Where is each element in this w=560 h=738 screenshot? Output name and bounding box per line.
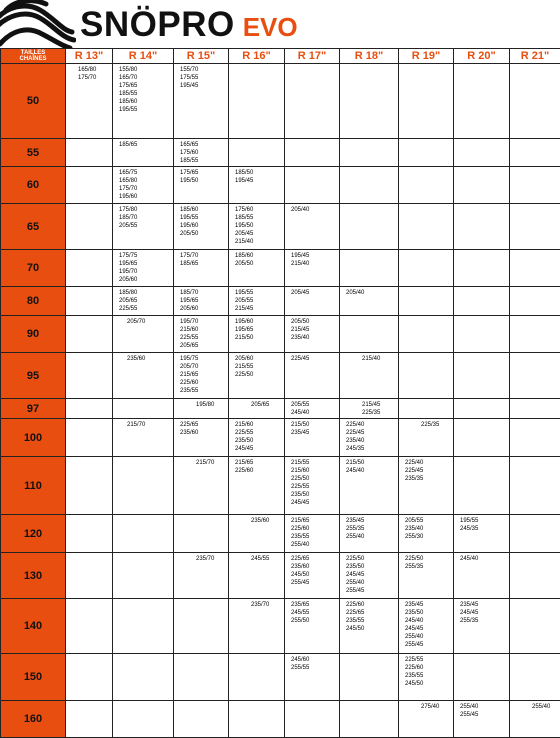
tire-size-cell	[285, 353, 340, 399]
chain-size-cell: 97	[1, 399, 66, 419]
tire-size-cell	[113, 553, 174, 599]
tire-size-cell	[340, 553, 399, 599]
tire-size-list: 215/65 225/60	[231, 459, 282, 475]
tire-size-cell	[66, 553, 113, 599]
tire-size-list: 215/60 225/55 235/50 245/45	[231, 421, 282, 453]
tire-size-cell	[340, 167, 399, 204]
tire-size-cell	[285, 599, 340, 654]
tire-size-cell	[174, 399, 229, 419]
tire-size-cell	[510, 399, 560, 419]
tire-size-list: 195/55 245/35	[456, 517, 507, 533]
tire-size-cell	[229, 250, 285, 287]
tire-size-list: 205/45	[287, 289, 337, 297]
tire-size-cell	[399, 599, 454, 654]
tire-size-cell	[510, 139, 560, 167]
column-header: R 13"	[66, 49, 113, 64]
tire-size-cell	[66, 139, 113, 167]
tire-size-cell	[340, 599, 399, 654]
tire-size-cell	[229, 167, 285, 204]
tire-size-list: 175/65 195/50	[176, 169, 226, 185]
tire-size-list: 205/55 235/40 255/30	[401, 517, 451, 541]
tire-size-cell	[113, 64, 174, 139]
chain-size-cell: 80	[1, 287, 66, 316]
tire-size-cell	[399, 250, 454, 287]
tire-size-cell	[285, 515, 340, 553]
table-row	[1, 316, 560, 353]
tire-size-cell	[285, 654, 340, 701]
table-row	[1, 64, 560, 139]
tire-size-cell	[454, 553, 510, 599]
tire-size-cell	[113, 701, 174, 738]
tire-size-cell	[66, 399, 113, 419]
tire-size-list: 235/60	[115, 355, 171, 363]
tire-size-list: 225/40 225/45 235/35	[401, 459, 451, 483]
tire-size-list: 235/65 245/55 255/50	[287, 601, 337, 625]
tire-size-cell	[174, 701, 229, 738]
tire-size-cell	[399, 419, 454, 457]
tire-size-list: 225/65 235/60 245/50 255/45	[287, 555, 337, 587]
snopro-logo-icon	[0, 0, 76, 48]
tire-size-cell	[113, 204, 174, 250]
tire-size-list: 205/70	[115, 318, 171, 326]
chain-size-cell: 110	[1, 457, 66, 515]
tire-size-list: 225/60 225/65 235/55 245/50	[342, 601, 396, 633]
tire-size-cell	[340, 139, 399, 167]
tire-size-cell	[454, 287, 510, 316]
tire-size-cell	[174, 250, 229, 287]
tire-size-cell	[510, 316, 560, 353]
tire-size-cell	[174, 64, 229, 139]
tire-size-cell	[229, 287, 285, 316]
table-row	[1, 353, 560, 399]
table-row	[1, 654, 560, 701]
tire-size-list: 195/60 195/65 215/50	[231, 318, 282, 342]
tire-size-cell	[510, 167, 560, 204]
tire-size-cell	[229, 553, 285, 599]
tire-size-cell	[454, 457, 510, 515]
tire-size-cell	[454, 599, 510, 654]
chain-size-cell: 160	[1, 701, 66, 738]
tire-size-cell	[174, 419, 229, 457]
tire-size-list: 205/60 215/55 225/50	[231, 355, 282, 379]
tire-size-cell	[174, 167, 229, 204]
tire-size-cell	[285, 139, 340, 167]
table-row	[1, 457, 560, 515]
tire-size-cell	[454, 316, 510, 353]
tire-size-list: 225/55 225/60 235/55 245/50	[401, 656, 451, 688]
tire-size-list: 215/70	[176, 459, 226, 467]
tire-size-list: 185/80 205/65 225/55	[115, 289, 171, 313]
tire-size-cell	[340, 64, 399, 139]
tire-size-cell	[454, 64, 510, 139]
tire-size-cell	[66, 457, 113, 515]
tire-size-cell	[229, 701, 285, 738]
tire-size-list: 245/60 255/55	[287, 656, 337, 672]
tire-size-cell	[174, 287, 229, 316]
tire-size-cell	[340, 457, 399, 515]
tire-size-cell	[229, 654, 285, 701]
tire-size-list: 215/40	[342, 355, 396, 363]
tire-size-cell	[174, 515, 229, 553]
table-row	[1, 167, 560, 204]
tire-size-list: 205/55 245/40	[287, 401, 337, 417]
tire-size-list: 175/70 185/65	[176, 252, 226, 268]
tire-size-cell	[66, 701, 113, 738]
chain-size-cell: 50	[1, 64, 66, 139]
tire-size-cell	[399, 139, 454, 167]
tire-size-cell	[66, 353, 113, 399]
tire-size-cell	[229, 457, 285, 515]
tire-size-list: 235/60	[231, 517, 282, 525]
tire-size-list: 215/50 235/45	[287, 421, 337, 437]
tire-size-cell	[510, 64, 560, 139]
table-row	[1, 399, 560, 419]
tire-size-cell	[454, 353, 510, 399]
tire-size-list: 185/50 195/45	[231, 169, 282, 185]
tire-size-list: 175/60 185/55 195/50 205/45 215/40	[231, 206, 282, 246]
tire-size-cell	[113, 457, 174, 515]
tire-size-cell	[454, 250, 510, 287]
tire-size-cell	[454, 515, 510, 553]
chain-size-cell: 90	[1, 316, 66, 353]
tire-size-cell	[399, 701, 454, 738]
tire-size-cell	[454, 701, 510, 738]
tire-size-cell	[113, 316, 174, 353]
table-row	[1, 287, 560, 316]
tire-size-cell	[229, 353, 285, 399]
tire-size-list: 215/55 215/60 225/50 225/55 235/50 245/45	[287, 459, 337, 507]
tire-size-list: 205/40	[287, 206, 337, 214]
table-row	[1, 204, 560, 250]
tire-size-cell	[285, 419, 340, 457]
tire-size-list: 195/45 215/40	[287, 252, 337, 268]
chain-size-cell: 95	[1, 353, 66, 399]
tire-size-cell	[113, 250, 174, 287]
column-header: R 16"	[229, 49, 285, 64]
tire-size-cell	[174, 204, 229, 250]
tire-size-list: 245/40	[456, 555, 507, 563]
brand-name: SNÖPRO	[80, 5, 235, 45]
tire-size-cell	[454, 167, 510, 204]
tire-size-cell	[510, 287, 560, 316]
tire-size-cell	[285, 204, 340, 250]
tire-size-cell	[399, 654, 454, 701]
table-row	[1, 599, 560, 654]
tire-size-cell	[510, 204, 560, 250]
tire-size-cell	[229, 64, 285, 139]
tire-size-cell	[399, 204, 454, 250]
tire-size-cell	[510, 457, 560, 515]
tire-size-cell	[510, 515, 560, 553]
tire-size-cell	[285, 457, 340, 515]
tire-size-list: 235/45 255/35 255/40	[342, 517, 396, 541]
tire-size-list: 225/50 255/35	[401, 555, 451, 571]
brand-title	[80, 5, 298, 43]
tire-size-cell	[229, 599, 285, 654]
tire-size-list: 175/80 185/70 205/55	[115, 206, 171, 230]
tire-size-cell	[285, 316, 340, 353]
tire-size-cell	[399, 399, 454, 419]
table-row	[1, 139, 560, 167]
tire-size-cell	[229, 204, 285, 250]
tire-size-list: 205/50 215/45 235/40	[287, 318, 337, 342]
tire-size-cell	[113, 353, 174, 399]
tire-size-list: 255/40 255/45	[456, 703, 507, 719]
tire-size-cell	[340, 399, 399, 419]
tire-size-cell	[174, 654, 229, 701]
tire-size-list: 215/50 245/40	[342, 459, 396, 475]
tire-size-cell	[399, 515, 454, 553]
tire-size-cell	[66, 316, 113, 353]
tire-size-cell	[113, 287, 174, 316]
tire-size-cell	[113, 419, 174, 457]
tire-size-cell	[66, 64, 113, 139]
tire-size-cell	[285, 167, 340, 204]
table-row	[1, 515, 560, 553]
tire-size-cell	[340, 654, 399, 701]
tire-size-cell	[66, 167, 113, 204]
tire-size-cell	[113, 399, 174, 419]
tire-size-cell	[174, 316, 229, 353]
chain-size-cell: 60	[1, 167, 66, 204]
tire-size-cell	[454, 399, 510, 419]
tire-size-cell	[399, 287, 454, 316]
tire-size-list: 225/65 235/60	[176, 421, 226, 437]
tire-size-cell	[66, 287, 113, 316]
tire-size-cell	[66, 599, 113, 654]
tire-size-cell	[510, 250, 560, 287]
tire-size-cell	[454, 139, 510, 167]
tire-size-cell	[510, 353, 560, 399]
brand-suffix: EVO	[243, 12, 298, 43]
tire-size-list: 255/40	[512, 703, 558, 711]
tire-size-cell	[285, 287, 340, 316]
tire-size-cell	[66, 250, 113, 287]
tire-size-list: 165/80 175/70	[68, 66, 110, 82]
tire-size-cell	[399, 167, 454, 204]
tire-size-cell	[174, 353, 229, 399]
tire-size-list: 215/45 225/35	[342, 401, 396, 417]
tire-size-list: 225/45	[287, 355, 337, 363]
column-header: R 14"	[113, 49, 174, 64]
tire-size-cell	[399, 353, 454, 399]
tire-size-list: 225/35	[401, 421, 451, 429]
table-row	[1, 701, 560, 738]
tire-size-cell	[340, 515, 399, 553]
tire-size-cell	[399, 457, 454, 515]
tire-size-cell	[174, 139, 229, 167]
tire-size-cell	[510, 599, 560, 654]
chain-size-cell: 55	[1, 139, 66, 167]
size-chart-table	[0, 48, 560, 738]
tire-size-cell	[510, 553, 560, 599]
tire-size-list: 235/70	[176, 555, 226, 563]
tire-size-cell	[399, 64, 454, 139]
chain-size-cell: 70	[1, 250, 66, 287]
tire-size-cell	[285, 64, 340, 139]
tire-size-cell	[340, 287, 399, 316]
tire-size-list: 155/80 165/70 175/65 185/55 185/60 195/55	[115, 66, 171, 114]
tire-size-cell	[510, 701, 560, 738]
header-row	[1, 49, 560, 64]
tire-size-list: 215/65 225/60 235/55 255/40	[287, 517, 337, 549]
chain-size-cell: 120	[1, 515, 66, 553]
tire-size-cell	[399, 316, 454, 353]
tire-size-cell	[510, 654, 560, 701]
tire-size-cell	[66, 515, 113, 553]
tire-size-cell	[454, 204, 510, 250]
tire-size-cell	[66, 204, 113, 250]
tire-size-cell	[454, 419, 510, 457]
tire-size-list: 165/65 175/60 185/55	[176, 141, 226, 165]
chain-size-cell: 65	[1, 204, 66, 250]
tire-size-list: 205/40	[342, 289, 396, 297]
column-header: R 19"	[399, 49, 454, 64]
tire-size-list: 185/60 205/50	[231, 252, 282, 268]
tire-size-list: 195/75 205/70 215/65 225/60 235/55	[176, 355, 226, 395]
tire-size-list: 205/65	[231, 401, 282, 409]
tire-size-cell	[113, 654, 174, 701]
tire-size-list: 185/65	[115, 141, 171, 149]
tire-size-cell	[285, 250, 340, 287]
table-row	[1, 553, 560, 599]
tire-size-list: 275/40	[401, 703, 451, 711]
tire-size-list: 215/70	[115, 421, 171, 429]
tire-size-cell	[340, 701, 399, 738]
tire-size-list: 165/75 165/80 175/70 195/60	[115, 169, 171, 201]
tire-size-list: 245/55	[231, 555, 282, 563]
tire-size-cell	[229, 419, 285, 457]
tire-size-cell	[285, 553, 340, 599]
table-row	[1, 419, 560, 457]
tire-size-cell	[340, 419, 399, 457]
tire-size-cell	[229, 515, 285, 553]
tire-size-list: 235/70	[231, 601, 282, 609]
tire-size-list: 225/40 225/45 235/40 245/35	[342, 421, 396, 453]
tire-size-list: 175/75 195/65 195/70 205/60	[115, 252, 171, 284]
chain-size-cell: 100	[1, 419, 66, 457]
column-header: R 20"	[454, 49, 510, 64]
tire-size-cell	[399, 553, 454, 599]
tire-size-cell	[113, 167, 174, 204]
column-header: R 21"	[510, 49, 560, 64]
tire-size-list: 195/80	[176, 401, 226, 409]
tire-size-cell	[66, 419, 113, 457]
tire-size-cell	[229, 139, 285, 167]
header	[0, 0, 560, 48]
tire-size-cell	[174, 457, 229, 515]
tire-size-cell	[174, 553, 229, 599]
tire-size-cell	[340, 204, 399, 250]
tire-size-cell	[285, 399, 340, 419]
tire-size-list: 225/50 235/50 245/45 255/40 255/45	[342, 555, 396, 595]
tire-size-list: 185/70 195/65 205/60	[176, 289, 226, 313]
tire-size-cell	[174, 599, 229, 654]
tire-size-list: 155/70 175/55 195/45	[176, 66, 226, 90]
chain-size-cell: 140	[1, 599, 66, 654]
tire-size-cell	[113, 515, 174, 553]
tire-size-list: 195/55 205/55 215/45	[231, 289, 282, 313]
tire-size-cell	[340, 353, 399, 399]
tire-size-cell	[113, 139, 174, 167]
tire-size-list: 185/60 195/55 195/60 205/50	[176, 206, 226, 238]
tire-size-list: 195/70 215/60 225/55 205/65	[176, 318, 226, 350]
chain-size-cell: 130	[1, 553, 66, 599]
corner-label: TAILLES CHAÎNES	[1, 49, 66, 64]
tire-size-cell	[340, 316, 399, 353]
tire-size-cell	[113, 599, 174, 654]
chain-size-cell: 150	[1, 654, 66, 701]
tire-size-cell	[229, 399, 285, 419]
tire-size-list: 235/45 245/45 255/35	[456, 601, 507, 625]
column-header: R 17"	[285, 49, 340, 64]
tire-size-cell	[454, 654, 510, 701]
column-header: R 18"	[340, 49, 399, 64]
tire-size-cell	[285, 701, 340, 738]
table-row	[1, 250, 560, 287]
tire-size-list: 235/45 235/50 245/40 245/45 255/40 255/45	[401, 601, 451, 649]
tire-size-cell	[66, 654, 113, 701]
tire-size-cell	[229, 316, 285, 353]
tire-size-cell	[510, 419, 560, 457]
column-header: R 15"	[174, 49, 229, 64]
tire-size-cell	[340, 250, 399, 287]
